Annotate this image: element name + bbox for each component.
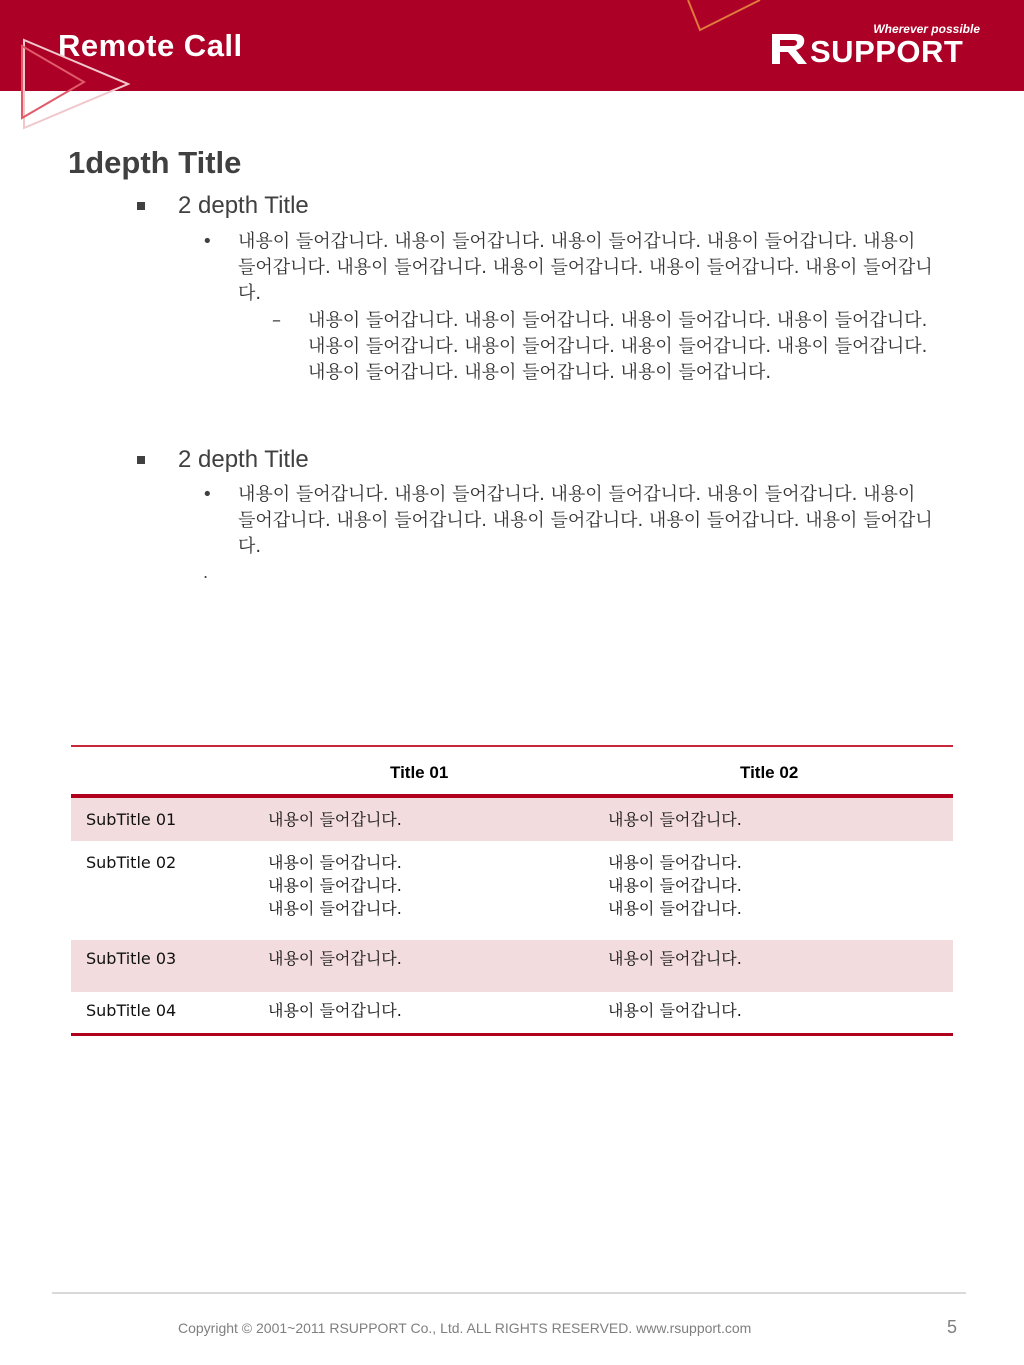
rsupport-r-logo-icon — [768, 30, 808, 68]
title-1depth: 1depth Title — [68, 145, 242, 180]
footer-divider — [52, 1292, 966, 1294]
product-title: Remote Call — [58, 28, 243, 63]
table-row — [71, 940, 953, 992]
row-cell-title-01: 내용이 들어갑니다. — [268, 949, 402, 968]
title-2depth: 2 depth Title — [178, 192, 309, 219]
row-subtitle: SubTitle 01 — [86, 810, 177, 829]
table-row — [71, 841, 953, 940]
row-cell-title-01: 내용이 들어갑니다. — [268, 1001, 402, 1020]
stray-dot: . — [203, 563, 209, 582]
table-row — [71, 992, 953, 1033]
row-subtitle: SubTitle 04 — [86, 1001, 177, 1020]
brand-tagline: Wherever possible — [873, 22, 980, 36]
row-cell-title-02: 내용이 들어갑니다. — [608, 1001, 742, 1020]
page-number: 5 — [947, 1317, 958, 1337]
row-cell-title-02: 내용이 들어갑니다. — [608, 810, 742, 829]
square-bullet-icon — [137, 202, 145, 210]
square-bullet-icon — [137, 456, 145, 464]
level3-paragraph: 내용이 들어갑니다. 내용이 들어갑니다. 내용이 들어갑니다. 내용이 들어갑니다. 내용이 들어갑니다. 내용이 들어갑니다. 내용이 들어갑니다. 내용이 들어갑니다. 내용이 들어갑니다. — [238, 231, 933, 304]
table-header-title-01: Title 01 — [390, 763, 449, 782]
brand-logo — [768, 22, 980, 72]
level3-paragraph: 내용이 들어갑니다. 내용이 들어갑니다. 내용이 들어갑니다. 내용이 들어갑니다. 내용이 들어갑니다. 내용이 들어갑니다. 내용이 들어갑니다. 내용이 들어갑니다. 내용이 들어갑니다. — [238, 484, 933, 557]
level4-paragraph: 내용이 들어갑니다. 내용이 들어갑니다. 내용이 들어갑니다. 내용이 들어갑니다. 내용이 들어갑니다. 내용이 들어갑니다. 내용이 들어갑니다. 내용이 들어갑니다. 내용이 들어갑니다. 내용이 들어갑니다. 내용이 들어갑니다. — [308, 310, 928, 383]
bullet-icon: • — [202, 231, 213, 252]
row-cell-title-02: 내용이 들어갑니다. 내용이 들어갑니다. 내용이 들어갑니다. — [608, 853, 742, 918]
bullet-icon: • — [202, 484, 213, 505]
table-row — [71, 798, 953, 841]
table-bottom-rule — [71, 1033, 953, 1036]
copyright-text: Copyright © 2001~2011 RSUPPORT Co., Ltd. ALL RIGHTS RESERVED. www.rsupport.com — [178, 1320, 752, 1336]
page-header — [0, 0, 1024, 91]
row-subtitle: SubTitle 02 — [86, 853, 177, 872]
table-header-title-02: Title 02 — [740, 763, 799, 782]
dash-bullet-icon: – — [272, 310, 281, 331]
row-cell-title-01: 내용이 들어갑니다. 내용이 들어갑니다. 내용이 들어갑니다. — [268, 853, 402, 918]
row-cell-title-01: 내용이 들어갑니다. — [268, 810, 402, 829]
title-2depth: 2 depth Title — [178, 446, 309, 473]
table-top-rule — [71, 745, 953, 747]
row-cell-title-02: 내용이 들어갑니다. — [608, 949, 742, 968]
row-subtitle: SubTitle 03 — [86, 949, 177, 968]
brand-name: SUPPORT — [810, 34, 964, 69]
